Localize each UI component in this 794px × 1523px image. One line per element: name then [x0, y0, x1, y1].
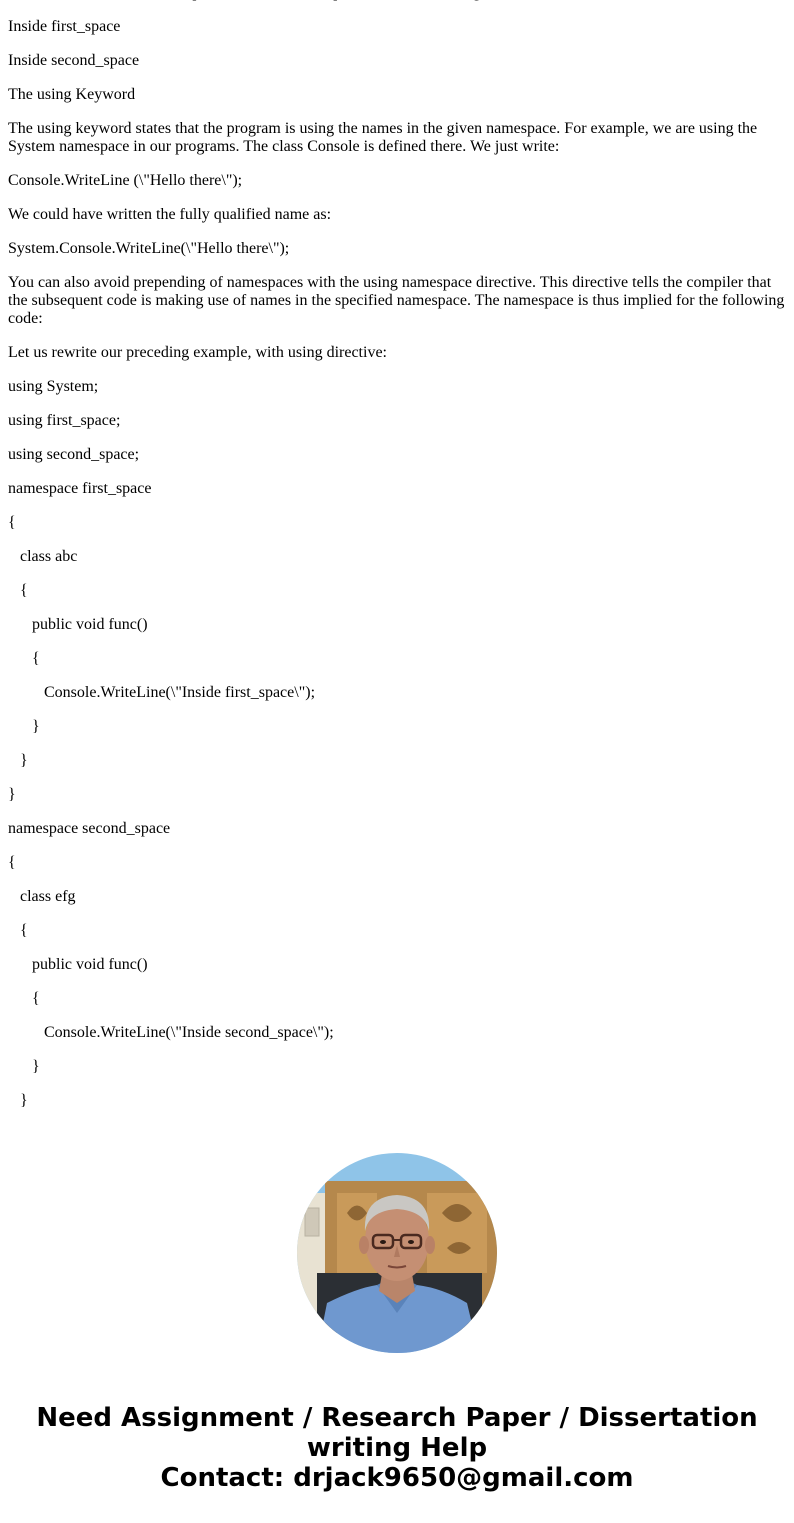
code-line: Console.WriteLine(\"Inside second_space\");: [8, 1024, 334, 1041]
cta-line-1: Need Assignment / Research Paper / Dissertation: [36, 1403, 758, 1433]
code-line: }: [8, 752, 28, 769]
code-line: using second_space;: [8, 446, 140, 463]
code-line: }: [8, 1092, 28, 1109]
paragraph: You can also avoid prepending of namespaces with the using namespace directive. This directive tells the compiler that the subsequent code is making use of names in the specified namespace. The namespace is thus implied for the following code:: [8, 274, 789, 327]
code-line: }: [8, 1058, 40, 1075]
paragraph: Inside first_space: [8, 18, 121, 35]
article-body: [8, 0, 788, 1126]
code-line: System.Console.WriteLine(\"Hello there\");: [8, 240, 290, 257]
contact-email: Contact: drjack9650@gmail.com: [160, 1463, 634, 1493]
paragraph: Inside second_space: [8, 52, 140, 69]
code-line: {: [8, 922, 28, 939]
code-line: {: [8, 854, 16, 871]
paragraph: We could have written the fully qualified name as:: [8, 206, 332, 223]
code-line: namespace first_space: [8, 480, 152, 497]
code-line: {: [8, 514, 16, 531]
code-line: public void func(): [8, 616, 148, 633]
paragraph: Let us rewrite our preceding example, with using directive:: [8, 344, 387, 361]
section-heading: The using Keyword: [8, 86, 136, 103]
paragraph: [8, 0, 788, 2]
contact-banner: [0, 1403, 794, 1493]
code-line: }: [8, 786, 16, 803]
code-line: class abc: [8, 548, 78, 565]
code-line: using first_space;: [8, 412, 121, 429]
code-line: namespace second_space: [8, 820, 171, 837]
code-line: Console.WriteLine (\"Hello there\");: [8, 172, 243, 189]
paragraph: The using keyword states that the program is using the names in the given namespace. For example, we are using the System namespace in our programs. The class Console is defined there. We just write:: [8, 120, 762, 155]
code-line: {: [8, 582, 28, 599]
code-line: {: [8, 650, 40, 667]
code-line: using System;: [8, 378, 99, 395]
code-line: }: [8, 718, 40, 735]
author-photo: [297, 1153, 497, 1353]
code-line: public void func(): [8, 956, 148, 973]
code-line: class efg: [8, 888, 76, 905]
code-line: {: [8, 990, 40, 1007]
cta-line-2: writing Help: [306, 1433, 488, 1463]
code-line: Console.WriteLine(\"Inside first_space\");: [8, 684, 316, 701]
portrait-image: [297, 1153, 497, 1353]
